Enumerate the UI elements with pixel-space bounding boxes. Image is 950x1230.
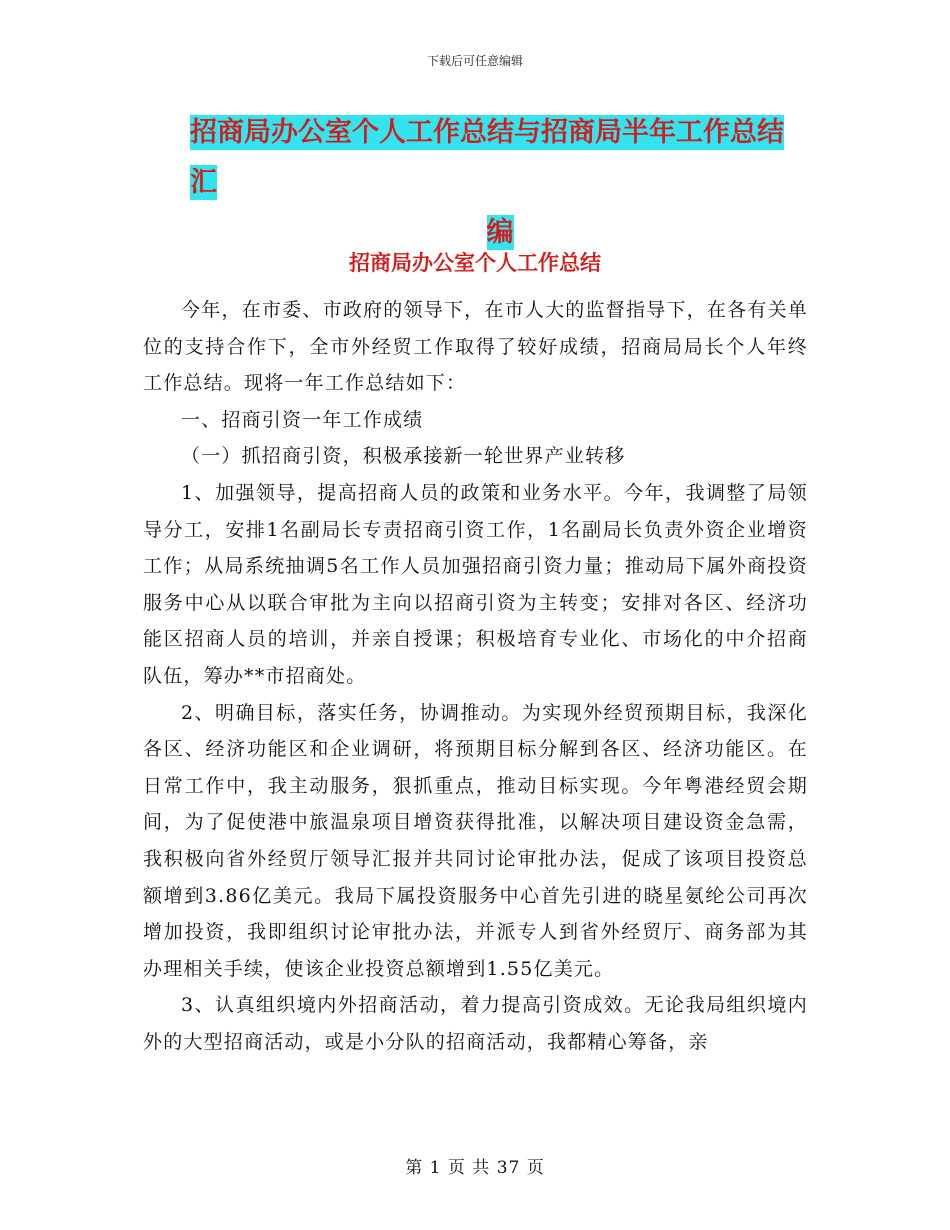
document-title-line1: 招商局办公室个人工作总结与招商局半年工作总结汇 (190, 117, 784, 198)
paragraph-item-1: 1、加强领导，提高招商人员的政策和业务水平。今年，我调整了局领导分工，安排1名副局长专责招商引资工作，1名副局长负责外资企业增资工作；从局系统抽调5名工作人员加强招商引资力量；推动局下属外商投资服务中心从以联合审批为主向以招商引资为主转变；安排对各区、经济功能区招商人员的培训，并亲自授课；积极培育专业化、市场化的中介招商队伍，筹办**市招商处。 (143, 481, 808, 687)
header-note: 下载后可任意编辑 (426, 54, 523, 68)
page-number-footer: 第 1 页 共 37 页 (405, 1158, 545, 1178)
paragraph-intro: 今年，在市委、市政府的领导下，在市人大的监督指导下，在各有关单位的支持合作下，全市外经贸工作取得了较好成绩，招商局局长个人年终工作总结。现将一年工作总结如下： (143, 299, 808, 395)
document-title-line2: 编 (486, 217, 514, 248)
paragraph-subheading-1: （一）抓招商引资，积极承接新一轮世界产业转移 (181, 445, 626, 468)
document-title (190, 108, 810, 258)
paragraph-item-3: 3、认真组织境内外招商活动，着力提高引资成效。无论我局组织境内外的大型招商活动，或是小分队的招商活动，我都精心筹备，亲 (143, 994, 808, 1053)
body-text (143, 292, 808, 1060)
section-title: 招商局办公室个人工作总结 (349, 251, 601, 275)
paragraph-heading-1: 一、招商引资一年工作成绩 (181, 408, 424, 431)
paragraph-item-2: 2、明确目标，落实任务，协调推动。为实现外经贸预期目标，我深化各区、经济功能区和企业调研，将预期目标分解到各区、经济功能区。在日常工作中，我主动服务，狠抓重点，推动目标实现。今年粤港经贸会期间，为了促使港中旅温泉项目增资获得批准，以解决项目建设资金急需，我积极向省外经贸厅领导汇报并共同讨论审批办法，促成了该项目投资总额增到3.86亿美元。我局下属投资服务中心首先引进的晓星氨纶公司再次增加投资，我即组织讨论审批办法，并派专人到省外经贸厅、商务部为其办理相关手续，使该企业投资总额增到1.55亿美元。 (143, 701, 808, 980)
